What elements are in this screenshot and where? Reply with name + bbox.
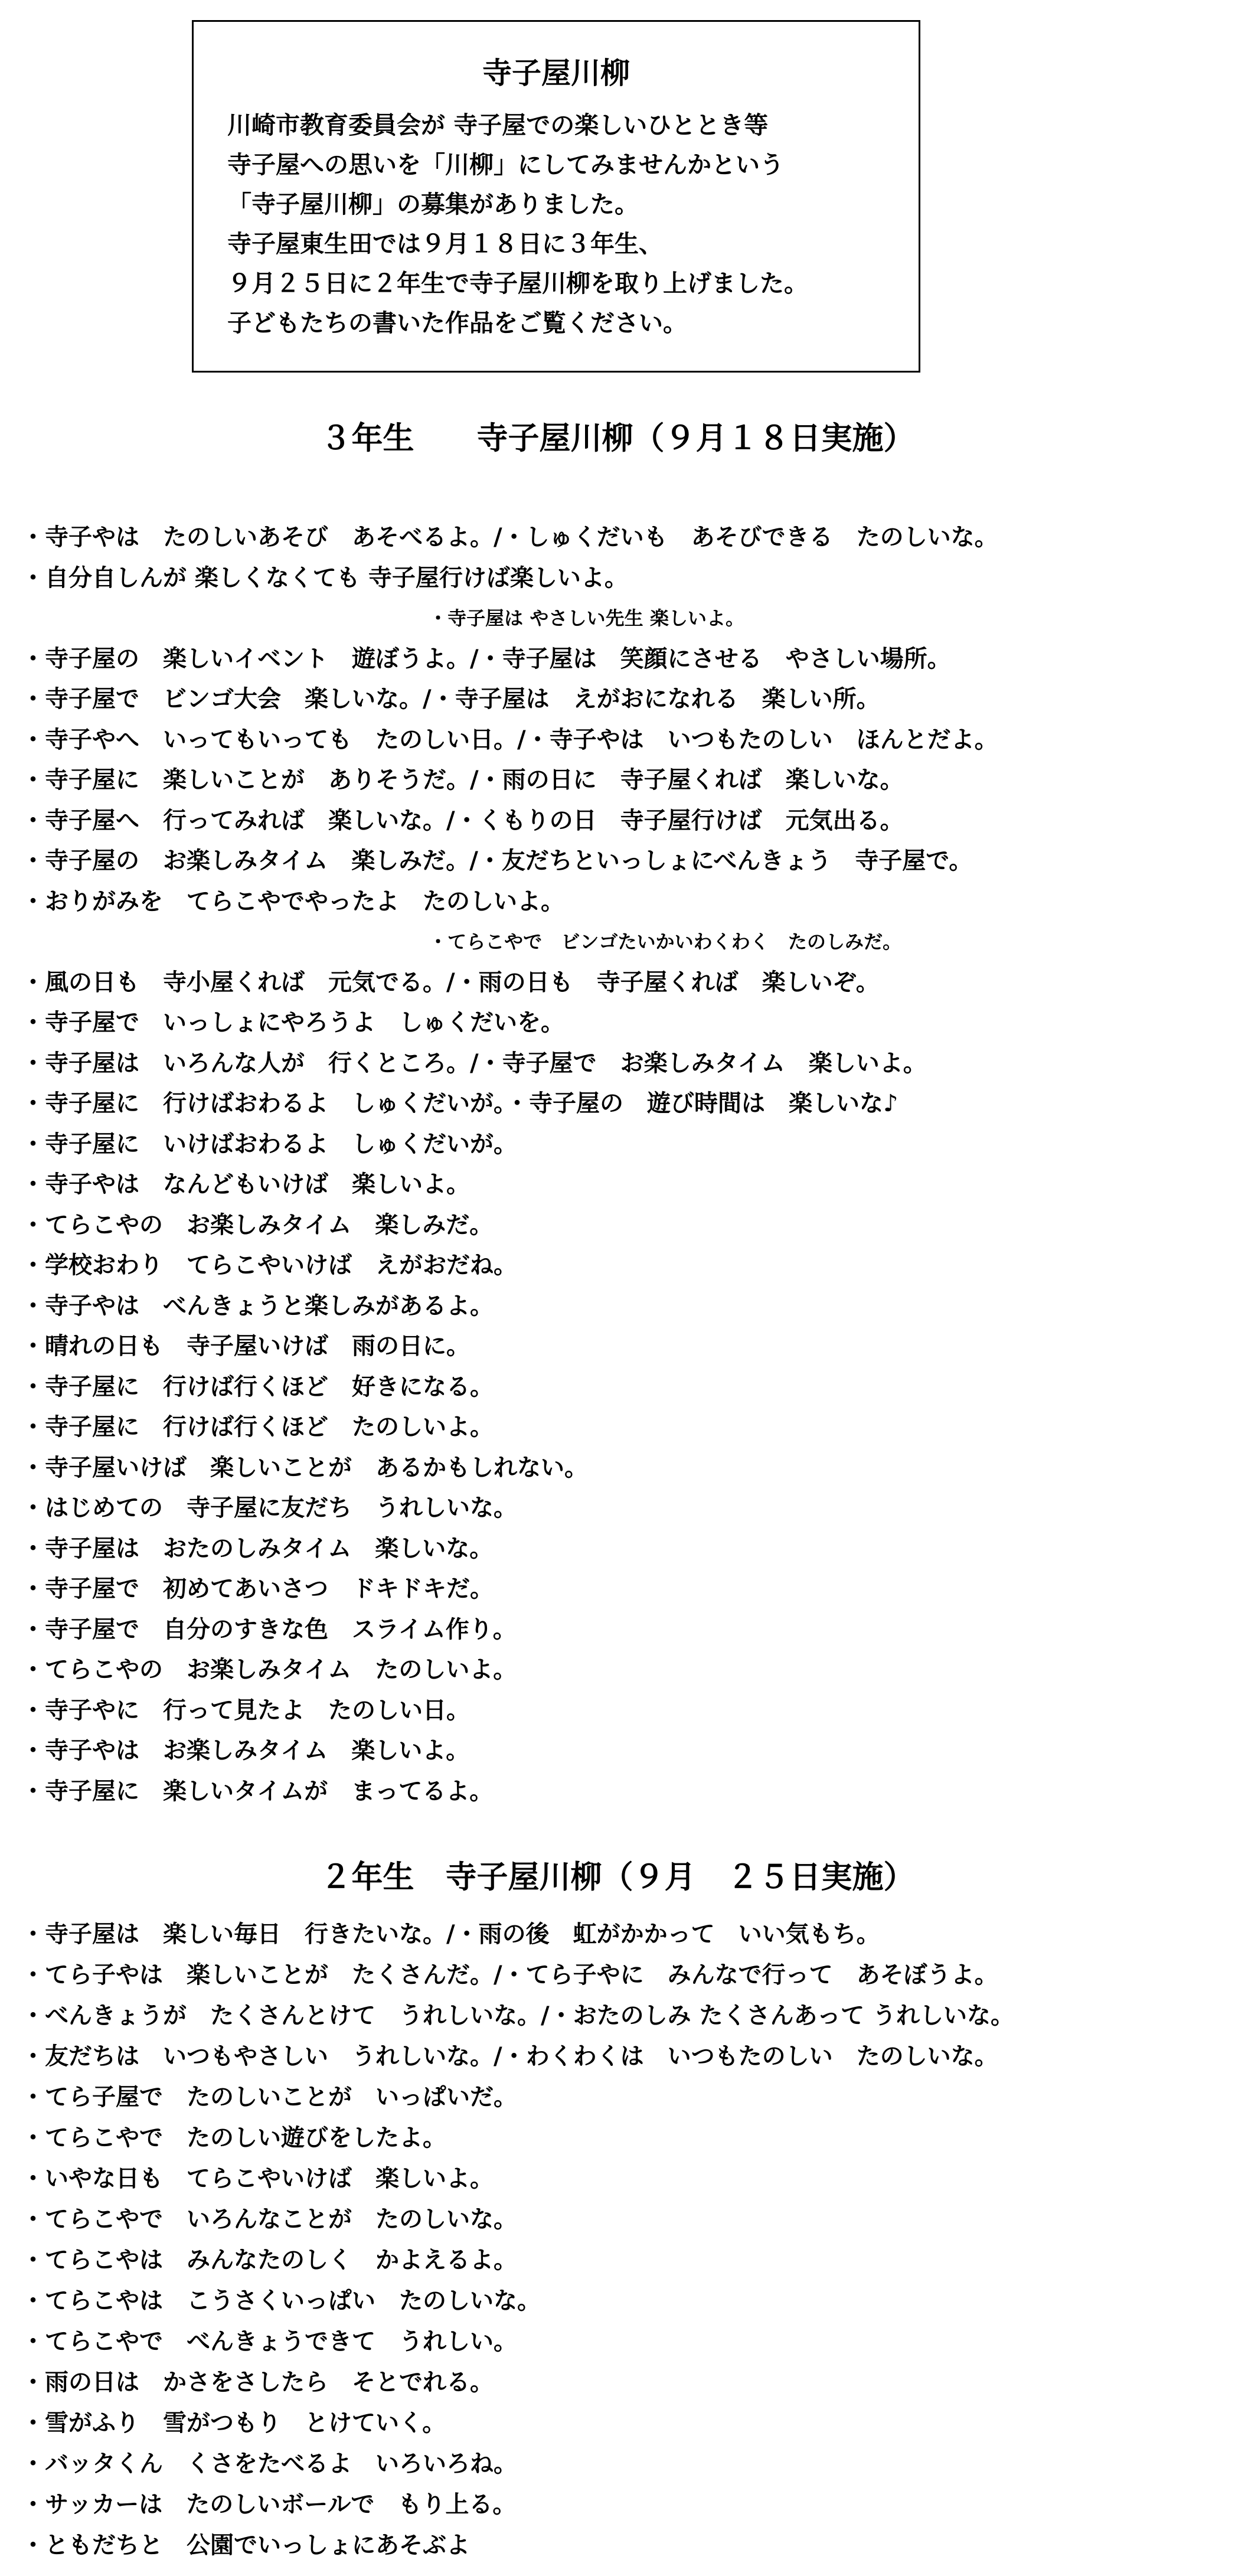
poem-line: ・バッタくん くさをたべるよ いろいろね。: [21, 2450, 517, 2477]
poem-line: ・寺子屋は いろんな人が 行くところ。/・寺子屋で お楽しみタイム 楽しいよ。: [21, 1049, 927, 1077]
grade3-heading: ３年生 寺子屋川柳（９月１８日実施）: [320, 420, 915, 456]
grade3-poem-list: [21, 517, 998, 1811]
poem-line: ・てらこやの お楽しみタイム たのしいよ。: [21, 1656, 517, 1683]
poem-line: ・いやな日も てらこやいけば 楽しいよ。: [21, 2165, 494, 2192]
poem-line: ・てらこやで ビンゴたいかいわくわく たのしみだ。: [429, 931, 902, 953]
poem-line: ・晴れの日も 寺子屋いけば 雨の日に。: [21, 1333, 470, 1360]
poem-line: ・寺子やは なんどもいけば 楽しいよ。: [21, 1171, 470, 1198]
poem-line: ・寺子屋に 楽しいことが ありそうだ。/・雨の日に 寺子屋くれば 楽しいな。: [21, 766, 904, 794]
poem-line: ・べんきょうが たくさんとけて うれしいな。/・おたのしみ たくさんあって うれしいな。: [21, 2002, 1015, 2029]
intro-line: 「寺子屋川柳」の募集がありました。: [227, 190, 639, 218]
poem-line: ・雪がふり 雪がつもり とけていく。: [21, 2410, 446, 2437]
poem-line: ・寺子屋に 楽しいタイムが まってるよ。: [21, 1777, 494, 1805]
intro-line: 川崎市教育委員会が 寺子屋での楽しいひととき等: [227, 111, 769, 139]
intro-line: 寺子屋への思いを「川柳」にしてみませんかという: [227, 151, 784, 179]
poem-line: ・寺子屋へ 行ってみれば 楽しいな。/・くもりの日 寺子屋行けば 元気出る。: [21, 807, 904, 834]
poem-line: ・学校おわり てらこやいけば えがおだね。: [21, 1252, 517, 1279]
poem-line: ・はじめての 寺子屋に友だち うれしいな。: [21, 1494, 517, 1522]
poem-line: ・寺子やは お楽しみタイム 楽しいよ。: [21, 1737, 470, 1764]
intro-line: 寺子屋東生田では９月１８日に３年生、: [227, 230, 663, 258]
poem-line: ・てらこやで いろんなことが たのしいな。: [21, 2206, 517, 2233]
poem-line: ・寺子屋に 行けば行くほど たのしいよ。: [21, 1413, 494, 1441]
poem-line: ・てらこやは みんなたのしく かよえるよ。: [21, 2247, 517, 2274]
poem-line: ・寺子やは べんきょうと楽しみがあるよ。: [21, 1292, 494, 1320]
grade2-poem-list: [21, 1914, 1014, 2566]
poem-line: ・ともだちと 公園でいっしょにあそぶよ: [21, 2532, 470, 2559]
poem-line: ・寺子屋に いけばおわるよ しゅくだいが。: [21, 1130, 517, 1158]
intro-text: [227, 106, 808, 343]
poem-line: ・てらこやの お楽しみタイム 楽しみだ。: [21, 1211, 494, 1239]
poem-line: ・サッカーは たのしいボールで もり上る。: [21, 2491, 517, 2518]
poem-line: ・寺子屋の お楽しみタイム 楽しみだ。/・友だちといっしょにべんきょう 寺子屋で。: [21, 847, 973, 874]
poem-line: ・友だちは いつもやさしい うれしいな。/・わくわくは いつもたのしい たのしいな。: [21, 2043, 998, 2070]
poem-line: ・寺子屋で ビンゴ大会 楽しいな。/・寺子屋は えがおになれる 楽しい所。: [21, 685, 880, 713]
poem-line: ・寺子やは たのしいあそび あそべるよ。/・しゅくだいも あそびできる たのしいな。: [21, 524, 998, 551]
poem-line: ・おりがみを てらこやでやったよ たのしいよ。: [21, 887, 564, 915]
poem-line: ・寺子屋に 行けば行くほど 好きになる。: [21, 1373, 494, 1400]
poem-line: ・寺子屋で 自分のすきな色 スライム作り。: [21, 1615, 517, 1643]
intro-title: 寺子屋川柳: [482, 56, 630, 90]
poem-line: ・寺子屋は 楽しい毎日 行きたいな。/・雨の後 虹がかかって いい気もち。: [21, 1921, 880, 1948]
poem-line: ・雨の日は かさをさしたら そとでれる。: [21, 2369, 494, 2396]
poem-line: ・寺子屋の 楽しいイベント 遊ぼうよ。/・寺子屋は 笑顔にさせる やさしい場所。: [21, 645, 951, 672]
poem-line: ・てら子やは 楽しいことが たくさんだ。/・てら子やに みんなで行って あそぼうよ。: [21, 1961, 998, 1989]
intro-line: 子どもたちの書いた作品をご覧ください。: [227, 309, 687, 337]
poem-line: ・寺子屋に 行けばおわるよ しゅくだいが。・寺子屋の 遊び時間は 楽しいな♪: [21, 1090, 899, 1117]
poem-line: ・自分自しんが 楽しくなくても 寺子屋行けば楽しいよ。: [21, 564, 628, 592]
intro-line: ９月２５日に２年生で寺子屋川柳を取り上げました。: [227, 269, 808, 298]
poem-line: ・寺子やに 行って見たよ たのしい日。: [21, 1696, 470, 1724]
poem-line: ・てら子屋で たのしいことが いっぱいだ。: [21, 2084, 517, 2111]
poem-line: ・てらこやは こうさくいっぱい たのしいな。: [21, 2287, 541, 2314]
poem-line: ・寺子屋は やさしい先生 楽しいよ。: [429, 607, 745, 629]
poem-line: ・てらこやで たのしい遊びをしたよ。: [21, 2124, 446, 2151]
poem-line: ・寺子やへ いってもいっても たのしい日。/・寺子やは いつもたのしい ほんとだよ。: [21, 726, 998, 753]
poem-line: ・寺子屋で 初めてあいさつ ドキドキだ。: [21, 1575, 494, 1602]
poem-line: ・てらこやで べんきょうできて うれしい。: [21, 2328, 517, 2355]
intro-box: [192, 20, 920, 373]
grade2-heading: ２年生 寺子屋川柳（９月 ２５日実施）: [320, 1859, 915, 1895]
poem-line: ・風の日も 寺小屋くれば 元気でる。/・雨の日も 寺子屋くれば 楽しいぞ。: [21, 968, 880, 996]
poem-line: ・寺子屋は おたのしみタイム 楽しいな。: [21, 1535, 494, 1562]
poem-line: ・寺子屋で いっしょにやろうよ しゅくだいを。: [21, 1009, 564, 1036]
poem-line: ・寺子屋いけば 楽しいことが あるかもしれない。: [21, 1454, 588, 1481]
